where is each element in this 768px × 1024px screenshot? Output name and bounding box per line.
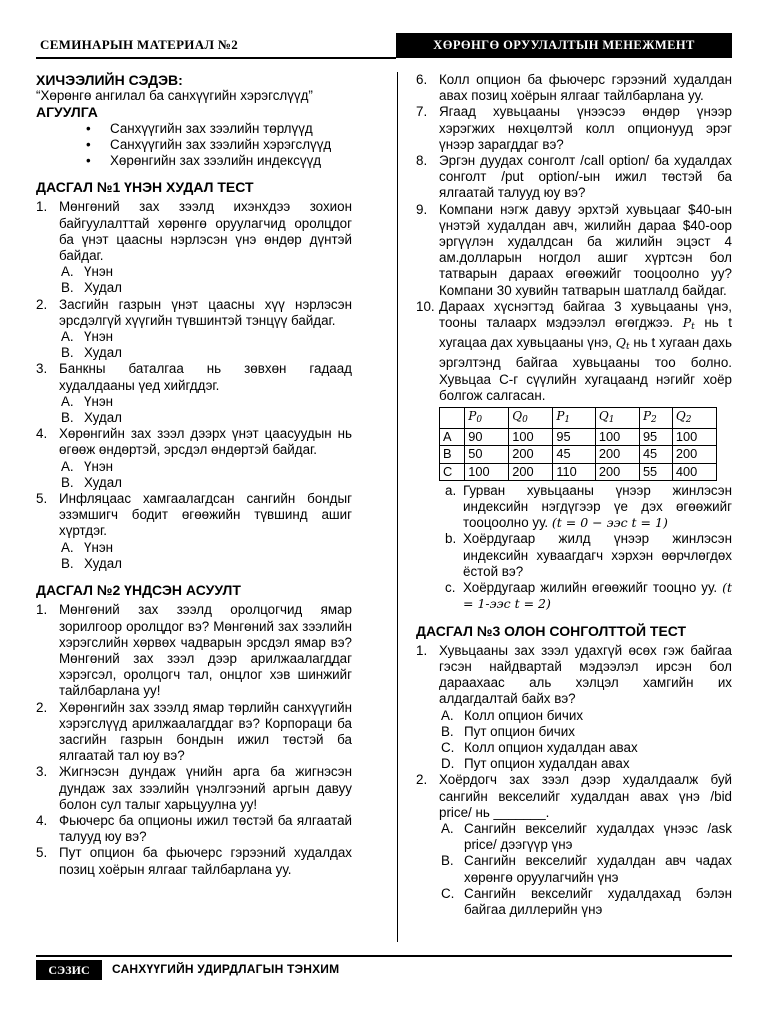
ex2-list [36, 602, 352, 877]
table-row: A 90 100 95 100 95 100 [440, 429, 717, 446]
option-d: D. Пут опцион худалдан авах [441, 756, 630, 772]
option-false: B. Худал [61, 280, 122, 296]
table-header: $P_0$ [465, 408, 509, 429]
option-false: B. Худал [61, 410, 122, 426]
list-item: b. Хоёрдугаар жилд үнээр жинлэсэн индексийн хуваагдагч хэрхэн өөрчлөгдөх ёстой вэ? [445, 531, 732, 579]
table-header: $Q_0$ [509, 408, 553, 429]
list-item: 2. Хөрөнгийн зах зээлд ямар төрлийн санхүүгийн хэрэгслүүд арилжаалагддаг вэ? Корпораци ба засгийн газрын бондын ижил төстэй ба ялгаатай тал юу вэ? [36, 699, 352, 764]
list-item: 5. Инфляцаас хамгаалагдсан сангийн бондыг эзэмшигч бодит өгөөжийн түвшинд ашиг хүртдэг. A. Үнэн B. Худал [36, 491, 352, 571]
ex2-list-continued [416, 72, 732, 613]
option-a: A. Сангийн векселийг худалдах үнээс /ask price/ дээгүүр үнэ [441, 820, 732, 853]
stock-table [439, 407, 717, 481]
ex1-list [36, 199, 352, 572]
option-true: A. Үнэн [61, 264, 114, 280]
list-item: 8. Эргэн дуудах сонголт /call option/ ба худалдах сонголт /put option/-ын ижил төстэй ба ялгаатай талууд юу вэ? [416, 153, 732, 201]
option-a: A. Колл опцион бичих [441, 707, 584, 723]
footer-rule [36, 955, 732, 957]
option-false: B. Худал [61, 555, 122, 571]
option-false: B. Худал [61, 474, 122, 490]
table-header: $P_1$ [553, 408, 596, 429]
list-item: 7. Ягаад хувьцааны үнээсээ өндөр үнээр хэрэгжих нөхцөлтэй колл опционууд эрэг үнээр зарагддаг вэ? [416, 104, 732, 152]
footer-department: САНХҮҮГИЙН УДИРДЛАГЫН ТЭНХИМ [112, 962, 340, 976]
table-header: $Q_2$ [672, 408, 716, 429]
option-true: A. Үнэн [61, 329, 114, 345]
option-c: C. Сангийн векселийг худалдахад бэлэн байгаа диллерийн үнэ [441, 885, 732, 917]
table-row: C 100 200 110 200 55 400 [440, 463, 717, 480]
list-item: 2. Хоёрдогч зах зээл дээр худалдаалж буй сангийн векселийг худалдан авах үнэ /bid price/ нь _______. A. Сангийн векселийг худалдах үнээс /ask price/ дээгүүр үнэ B. Сангийн векселийг худалдан авч чадах хөрөнгө оруулагчийн үнэ C. Сангийн векселийг худалдахад бэлэн байгаа диллерийн үнэ [416, 772, 732, 917]
option-false: B. Худал [61, 345, 122, 361]
list-item: • Санхүүгийн зах зээлийн төрлүүд [86, 121, 352, 137]
column-divider [397, 72, 398, 942]
header-left-title: СЕМИНАРЫН МАТЕРИАЛ №2 [40, 37, 239, 52]
table-header: $P_2$ [639, 408, 672, 429]
ex3-list [416, 643, 732, 918]
list-item: a. Гурван хувьцааны үнээр жинлэсэн индексийн нэгдүгээр үе дэх өгөөжийг тооцоолно уу. (t = 0 − ээс t = 1) [445, 482, 732, 531]
header-right-title: ХӨРӨНГӨ ОРУУЛАЛТЫН МЕНЕЖМЕНТ [396, 33, 732, 58]
option-c: C. Колл опцион худалдан авах [441, 739, 638, 755]
option-true: A. Үнэн [61, 393, 114, 409]
list-item: 3. Жигнэсэн дундаж үнийн арга ба жигнэсэн дундаж зах зээлийн үнэлгээний аргын давуу болон сул талыг харьцуулна уу! [36, 764, 352, 812]
table-header: $Q_1$ [595, 408, 639, 429]
list-item: 3. Банкны баталгаа нь зөвхөн гадаад худалдааны үед хийгддэг. A. Үнэн B. Худал [36, 361, 352, 426]
option-true: A. Үнэн [61, 539, 114, 555]
option-b: B. Сангийн векселийг худалдан авч чадах хөрөнгө оруулагчийн үнэ [441, 853, 732, 885]
content-list [36, 121, 352, 170]
right-column [416, 72, 732, 918]
table-row: B 50 200 45 200 45 200 [440, 446, 717, 463]
option-true: A. Үнэн [61, 458, 114, 474]
topic-heading: ХИЧЭЭЛИЙН СЭДЭВ: [36, 72, 183, 88]
list-item: 1. Хувьцааны зах зээл удахгүй өсөх гэж байгаа гэсэн найдвартай мэдээлэл ирсэн бол дараахаас аль хэлцэл хамгийн их алдагдалтай байх вэ? A. Колл опцион бичих B. Пут опцион бичих C. Колл опцион худалдан авах D. Пут опцион худалдан авах [416, 642, 732, 772]
list-item: 6. Колл опцион ба фьючерс гэрээний худалдан авах позиц хоёрын ялгааг тайлбарлана уу. [416, 72, 732, 104]
left-column [36, 72, 352, 878]
topic-title: “Хөрөнгө ангилал ба санхүүгийн хэрэгслүүд” [36, 88, 313, 104]
list-item: • Хөрөнгийн зах зээлийн индексүүд [86, 153, 352, 169]
list-item: 1. Мөнгөний зах зээлд оролцогчид ямар зорилгоор оролцдог вэ? Мөнгөний зах зээлийн хэрэгслийн хөрвөх чадварын эрсдэл ямар вэ? Мөнгөний зах зээл дээр арилжаалагддаг хэрэгсэл, оролцогч тал, онцлог хэв шинжийг тайлбарлана уу! [36, 602, 352, 699]
list-item: 10. Дараах хүснэгтэд байгаа 3 хувьцааны үнэ, тооны талаарх мэдээлэл өгөгджээ. $P_t$ нь t хугацаа дах хувьцааны үнэ, $Q_t$ нь t хугаан дахь эргэлтэнд байгаа хувьцааны тоо болно. Хувьцаа С-г сүүлийн хугацаанд нэгийг хоёр болгож салгасан. $P_0$ $Q_0$ $P_1$ $Q_1$ $P_2$ $Q_2$ A 90 100 95 100 95 100 B 50 200 45 200 45 200 C 100 200 110 200 55 400 a. Гурван хувьцааны үнээр жинлэсэн индексийн нэгдүгээр үе дэх өгөөжийг тооцоолно уу. (t = 0 − ээс t = 1) b. Хоёрдугаар жилд үнээр жинлэсэн индексийн хуваагдагч хэрхэн өөрчлөгдөх ёстой вэ? c. Хоёрдугаар жилийн өгөөжийг тооцно уу. (t = 1-ээс t = 2) [416, 298, 732, 612]
list-item: 9. Компани нэгж давуу эрхтэй хувьцааг $40-ын үнэтэй худалдан авч, жилийн дараа $40-оор эргүүлэн худалдсан ба жилийн эцэст 4 ам.долларын ногдол ашиг хүртсэн бол татварын дараах өгөөжийг тооцоолно уу? Компани 30 хувийн татварын шатлалд байдаг. [416, 201, 732, 298]
list-item: 1. Мөнгөний зах зээлд ихэнхдээ зохион байгуулалттай хөрөнгө оруулагчид оролцдог ба үнэт цаасны нэрлэсэн үнэ өндөр дүнтэй байдаг. A. Үнэн B. Худал [36, 199, 352, 296]
footer-badge: СЭЗИС [36, 960, 102, 980]
list-item: 5. Пут опцион ба фьючерс гэрээний худалдах позиц хоёрын ялгааг тайлбарлана уу. [36, 845, 352, 877]
list-item: 4. Хөрөнгийн зах зээл дээрх үнэт цаасуудын нь өгөөж өндөртэй, эрсдэл өндөртэй байдаг. A. Үнэн B. Худал [36, 426, 352, 490]
ex3-heading: ДАСГАЛ №3 ОЛОН СОНГОЛТТОЙ ТЕСТ [416, 622, 687, 639]
content-heading: АГУУЛГА [36, 104, 98, 121]
ex2-heading: ДАСГАЛ №2 ҮНДСЭН АСУУЛТ [36, 582, 241, 599]
header-rule [36, 57, 396, 59]
option-b: B. Пут опцион бичих [441, 723, 575, 739]
list-item: 2. Засгийн газрын үнэт цаасны хүү нэрлэсэн эрсдэлгүй хүүгийн түвшинтэй тэнцүү байдаг. A. Үнэн B. Худал [36, 296, 352, 361]
list-item: c. Хоёрдугаар жилийн өгөөжийг тооцно уу. (t = 1-ээс t = 2) [445, 580, 732, 612]
list-item: • Санхүүгийн зах зээлийн хэрэгслүүд [86, 137, 352, 153]
list-item: 4. Фьючерс ба опционы ижил төстэй ба ялгаатай талууд юу вэ? [36, 812, 352, 845]
ex1-heading: ДАСГАЛ №1 ҮНЭН ХУДАЛ ТЕСТ [36, 179, 254, 196]
q10-sub-parts [439, 483, 732, 613]
